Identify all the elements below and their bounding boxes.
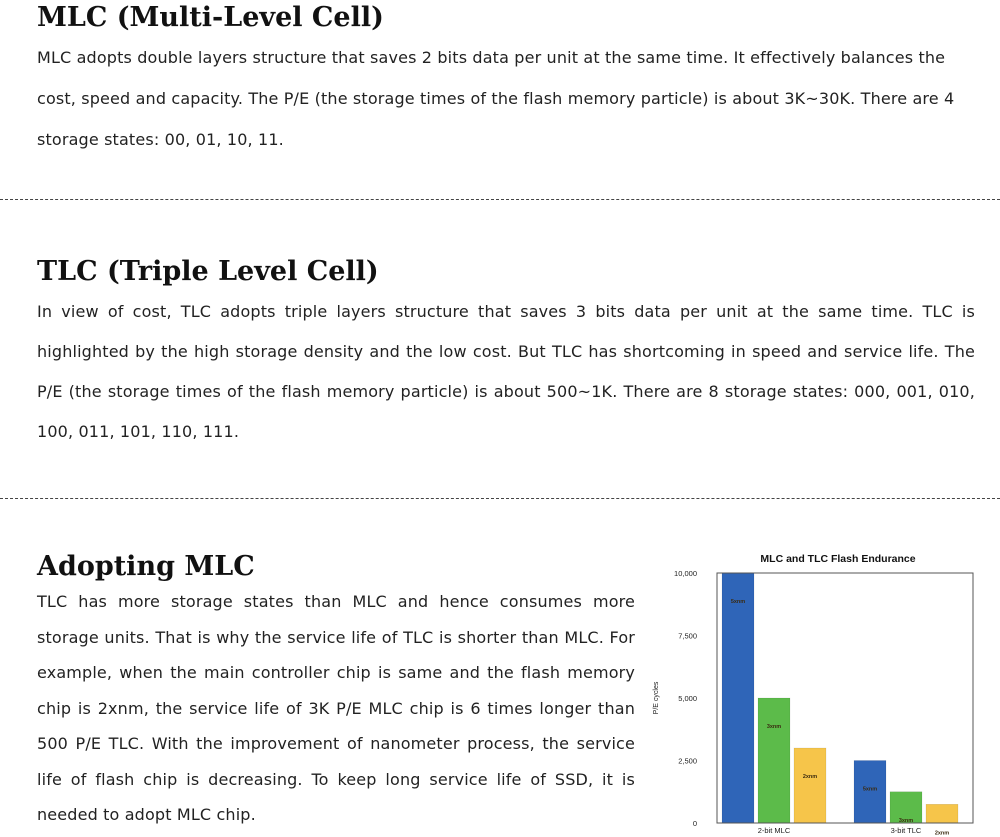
y-tick-label: 2,500 <box>678 756 697 766</box>
adopting-mlc-paragraph: TLC has more storage states than MLC and hence consumes more storage units. That is why the service life of TLC is shorter than MLC. For example, when the main controller chip is same and the flash memory chip is 2xnm, the service life of 3K P/E MLC chip is 6 times longer than 500 P/E TLC. With the improvement of nanometer process, the service life of flash chip is decreasing. To keep long service life of SSD, it is needed to adopt MLC chip. <box>37 592 635 824</box>
tlc-paragraph: In view of cost, TLC adopts triple layers structure that saves 3 bits data per unit at the same time. TLC is highlighted by the high storage density and the low cost. But TLC has shortcoming in speed and service life. The P/E (the storage times of the flash memory particle) is about 500~1K. There are 8 storage states: 000, 001, 010, 100, 011, 101, 110, 111. <box>37 302 975 441</box>
y-tick-label: 10,000 <box>674 569 697 578</box>
bar-label: 2xnm <box>802 774 818 780</box>
section-divider <box>0 199 1000 200</box>
chart-bar <box>722 573 754 823</box>
x-tick-label: 2-bit MLC <box>757 826 791 835</box>
y-tick-label: 0 <box>692 819 697 828</box>
mlc-heading: MLC (Multi-Level Cell) <box>37 2 384 33</box>
endurance-chart <box>648 548 988 837</box>
mlc-paragraph: MLC adopts double layers structure that saves 2 bits data per unit at the same time. It effectively balances the cost, speed and capacity. The P/E (the storage times of the flash memory particle) is about 3K~30K. There are 4 storage states: 00, 01, 10, 11. <box>37 48 955 149</box>
chart-bar <box>926 804 958 823</box>
tlc-heading: TLC (Triple Level Cell) <box>37 256 379 287</box>
chart-bar <box>758 698 790 823</box>
bar-label: 3xnm <box>898 817 914 824</box>
adopting-mlc-heading: Adopting MLC <box>37 551 255 582</box>
y-axis-label: P/E cycles <box>653 681 660 715</box>
chart-bar <box>794 748 826 823</box>
x-tick-label: 3-bit TLC <box>890 826 922 835</box>
chart-title: MLC and TLC Flash Endurance <box>760 553 916 565</box>
bar-label: 5xnm <box>862 786 878 793</box>
plot-frame <box>717 573 973 823</box>
bar-label: 2xnm <box>934 830 950 837</box>
y-tick-label: 7,500 <box>678 631 697 641</box>
bar-label: 3xnm <box>766 724 782 730</box>
section-divider <box>0 498 1000 499</box>
y-tick-label: 5,000 <box>678 694 697 703</box>
bar-label: 5xnm <box>730 599 746 605</box>
